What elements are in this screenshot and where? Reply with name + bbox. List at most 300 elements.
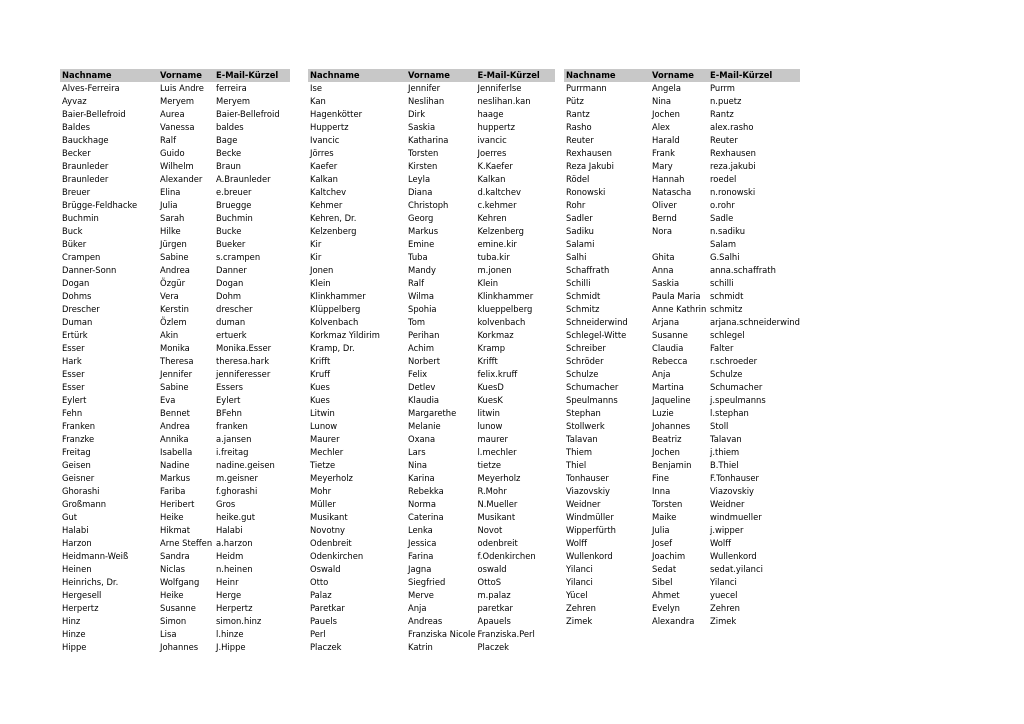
table-row [60, 316, 290, 329]
table-row [564, 407, 800, 420]
email-kuerzel-cell: schmidt [710, 291, 744, 301]
column-header: Nachname [308, 69, 406, 82]
vorname-cell: Diana [408, 187, 433, 197]
vorname-cell: Beatriz [652, 434, 682, 444]
table-row [564, 602, 800, 615]
table-row [308, 563, 555, 576]
vorname-cell: Rebecca [652, 356, 688, 366]
table-body [60, 82, 290, 654]
table-row [308, 368, 555, 381]
vorname-cell: Özgür [160, 278, 186, 288]
table-row [308, 433, 555, 446]
email-kuerzel-cell: Reuter [710, 135, 738, 145]
vorname-cell: Felix [408, 369, 428, 379]
table-row [308, 524, 555, 537]
nachname-cell: Viazovskiy [566, 486, 610, 496]
email-kuerzel-cell: j.wipper [710, 525, 744, 535]
nachname-cell: Oswald [310, 564, 341, 574]
table-row [308, 576, 555, 589]
table-row [308, 381, 555, 394]
table-row [564, 329, 800, 342]
email-kuerzel-cell: Heinr [216, 577, 239, 587]
vorname-cell: Georg [408, 213, 434, 223]
vorname-cell: Katrin [408, 642, 433, 652]
table-row [564, 381, 800, 394]
nachname-cell: Perl [310, 629, 326, 639]
email-kuerzel-cell: Bueker [216, 239, 246, 249]
email-kuerzel-cell: BFehn [216, 408, 242, 418]
vorname-cell: Andrea [160, 265, 190, 275]
vorname-cell: Wolfgang [160, 577, 200, 587]
table-row [60, 368, 290, 381]
vorname-cell: Nina [408, 460, 428, 470]
table-row [564, 173, 800, 186]
nachname-cell: Thiel [566, 460, 587, 470]
email-kuerzel-cell: Meryem [216, 96, 251, 106]
vorname-cell: Alexander [160, 174, 203, 184]
email-kuerzel-cell: Dogan [216, 278, 244, 288]
email-kuerzel-cell: l.mechler [477, 447, 517, 457]
vorname-cell: Fine [652, 473, 669, 483]
email-kuerzel-cell: s.crampen [216, 252, 261, 262]
email-kuerzel-cell: a.harzon [216, 538, 253, 548]
nachname-cell: Purrmann [566, 83, 607, 93]
email-kuerzel-cell: Rexhausen [710, 148, 756, 158]
table-row [564, 277, 800, 290]
column-header: Nachname [564, 69, 650, 82]
table-row [564, 537, 800, 550]
nachname-cell: Esser [62, 343, 85, 353]
vorname-cell: Nadine [160, 460, 190, 470]
table-row [564, 134, 800, 147]
table-row [60, 225, 290, 238]
nachname-cell: Klüppelberg [310, 304, 361, 314]
email-kuerzel-cell: Placzek [477, 642, 509, 652]
nachname-cell: Müller [310, 499, 336, 509]
nachname-cell: Becker [62, 148, 91, 158]
email-kuerzel-cell: Becke [216, 148, 242, 158]
table-row [60, 277, 290, 290]
nachname-cell: Kues [310, 395, 330, 405]
table-row [564, 394, 800, 407]
email-kuerzel-cell: Franziska.Perl [477, 629, 535, 639]
nachname-cell: Brügge-Feldhacke [62, 200, 138, 210]
vorname-cell: Katharina [408, 135, 449, 145]
vorname-cell: Natascha [652, 187, 692, 197]
email-kuerzel-cell: Apauels [477, 616, 511, 626]
vorname-cell: Josef [652, 538, 673, 548]
nachname-cell: Otto [310, 577, 329, 587]
table-row [564, 615, 800, 628]
table-row [60, 251, 290, 264]
email-kuerzel-cell: j.thiem [710, 447, 740, 457]
table-row [564, 212, 800, 225]
table-row [60, 212, 290, 225]
table-row [308, 602, 555, 615]
nachname-cell: Maurer [310, 434, 340, 444]
nachname-cell: Talavan [566, 434, 598, 444]
email-kuerzel-cell: l.hinze [216, 629, 244, 639]
email-kuerzel-cell: Talavan [710, 434, 742, 444]
table-row [60, 303, 290, 316]
table-row [60, 394, 290, 407]
table-row [60, 433, 290, 446]
vorname-cell: Alex [652, 122, 671, 132]
table-row [60, 108, 290, 121]
table-row [60, 602, 290, 615]
vorname-cell: Hilke [160, 226, 181, 236]
nachname-cell: Drescher [62, 304, 100, 314]
vorname-cell: Lenka [408, 525, 433, 535]
table-row [564, 420, 800, 433]
email-kuerzel-cell: j.speulmanns [710, 395, 766, 405]
email-kuerzel-cell: felix.kruff [477, 369, 518, 379]
email-kuerzel-cell: Monika.Esser [216, 343, 272, 353]
vorname-cell: Heike [160, 512, 184, 522]
nachname-cell: Esser [62, 369, 85, 379]
vorname-cell: Andreas [408, 616, 443, 626]
vorname-cell: Isabella [160, 447, 193, 457]
table-row [308, 511, 555, 524]
table-row [308, 108, 555, 121]
table-row [564, 459, 800, 472]
nachname-cell: Placzek [310, 642, 342, 652]
nachname-cell: Zimek [566, 616, 593, 626]
email-kuerzel-cell: roedel [710, 174, 737, 184]
table-row [60, 641, 290, 654]
table-row [564, 498, 800, 511]
vorname-cell: Paula Maria [652, 291, 701, 301]
table-row [564, 316, 800, 329]
nachname-cell: Büker [62, 239, 87, 249]
nachname-cell: Stollwerk [566, 421, 605, 431]
nachname-cell: Schaffrath [566, 265, 610, 275]
email-kuerzel-cell: d.kaltchev [477, 187, 521, 197]
email-kuerzel-cell: reza.jakubi [710, 161, 756, 171]
table-row [308, 628, 555, 641]
vorname-cell: Benjamin [652, 460, 692, 470]
table-row [308, 355, 555, 368]
email-kuerzel-cell: Falter [710, 343, 734, 353]
email-kuerzel-cell: jenniferesser [216, 369, 271, 379]
table-row [60, 290, 290, 303]
email-kuerzel-cell: maurer [477, 434, 508, 444]
vorname-cell: Norma [408, 499, 436, 509]
email-kuerzel-cell: A.Braunleder [216, 174, 271, 184]
table-row [60, 459, 290, 472]
vorname-cell: Mary [652, 161, 673, 171]
table-row [60, 264, 290, 277]
table-row [564, 342, 800, 355]
table-row [564, 186, 800, 199]
email-kuerzel-cell: schilli [710, 278, 734, 288]
nachname-cell: Sadler [566, 213, 593, 223]
table-row [564, 160, 800, 173]
email-kuerzel-cell: arjana.schneiderwind [710, 317, 800, 327]
table-row [308, 472, 555, 485]
email-kuerzel-cell: f.ghorashi [216, 486, 258, 496]
vorname-cell: Dirk [408, 109, 426, 119]
nachname-cell: Ayvaz [62, 96, 87, 106]
vorname-cell: Alexandra [652, 616, 695, 626]
vorname-cell: Achim [408, 343, 434, 353]
table-row [60, 420, 290, 433]
nachname-cell: Schmidt [566, 291, 601, 301]
table-row [308, 147, 555, 160]
nachname-cell: Franzke [62, 434, 95, 444]
nachname-cell: Schulze [566, 369, 599, 379]
nachname-cell: Musikant [310, 512, 348, 522]
vorname-cell: Monika [160, 343, 190, 353]
table-row [60, 589, 290, 602]
email-kuerzel-cell: Herpertz [216, 603, 253, 613]
table-row [60, 82, 290, 95]
vorname-cell: Farina [408, 551, 434, 561]
table-row [60, 446, 290, 459]
email-kuerzel-cell: J.Hippe [216, 642, 246, 652]
vorname-cell: Klaudia [408, 395, 440, 405]
nachname-cell: Franken [62, 421, 96, 431]
table-row [308, 212, 555, 225]
vorname-cell: Kirsten [408, 161, 438, 171]
vorname-cell: Simon [160, 616, 187, 626]
vorname-cell: Bernd [652, 213, 677, 223]
table-row [60, 199, 290, 212]
nachname-cell: Kelzenberg [310, 226, 357, 236]
email-kuerzel-cell: Korkmaz [477, 330, 514, 340]
email-kuerzel-cell: n.puetz [710, 96, 742, 106]
vorname-cell: Sibel [652, 577, 673, 587]
email-kuerzel-cell: nadine.geisen [216, 460, 275, 470]
vorname-cell: Melanie [408, 421, 441, 431]
vorname-cell: Angela [652, 83, 681, 93]
nachname-cell: Schröder [566, 356, 604, 366]
table-row [60, 355, 290, 368]
column-header: Vorname [158, 69, 214, 82]
email-kuerzel-cell: Klinkhammer [477, 291, 534, 301]
table-row [308, 251, 555, 264]
vorname-cell: Joachim [652, 551, 686, 561]
vorname-cell: Leyla [408, 174, 431, 184]
table-row [564, 82, 800, 95]
nachname-cell: Yücel [566, 590, 588, 600]
nachname-cell: Tietze [310, 460, 336, 470]
nachname-cell: Rödel [566, 174, 590, 184]
vorname-cell: Oliver [652, 200, 677, 210]
email-kuerzel-cell: Halabi [216, 525, 243, 535]
vorname-cell: Perihan [408, 330, 440, 340]
vorname-cell: Fariba [160, 486, 186, 496]
table-header [308, 69, 555, 82]
nachname-cell: Krifft [310, 356, 331, 366]
nachname-cell: Danner-Sonn [62, 265, 117, 275]
email-kuerzel-cell: Jenniferlse [477, 83, 522, 93]
table-row [564, 446, 800, 459]
nachname-cell: Paretkar [310, 603, 345, 613]
vorname-cell: Franziska Nicole [408, 629, 476, 639]
nachname-cell: Buchmin [62, 213, 99, 223]
nachname-cell: Hinze [62, 629, 86, 639]
email-kuerzel-cell: Kehren [477, 213, 507, 223]
table-row [564, 238, 800, 251]
nachname-cell: Wullenkord [566, 551, 613, 561]
nachname-cell: Heinen [62, 564, 92, 574]
vorname-cell: Eva [160, 395, 176, 405]
email-kuerzel-cell: K.Kaefer [477, 161, 513, 171]
email-kuerzel-cell: schmitz [710, 304, 743, 314]
table-row [308, 407, 555, 420]
table-row [308, 186, 555, 199]
nachname-cell: Rexhausen [566, 148, 612, 158]
email-kuerzel-cell: r.schroeder [710, 356, 758, 366]
vorname-cell: Akin [160, 330, 179, 340]
table-row [308, 550, 555, 563]
email-kuerzel-cell: Stoll [710, 421, 729, 431]
table-body [308, 82, 555, 654]
email-kuerzel-cell: lunow [477, 421, 503, 431]
nachname-cell: Tonhauser [566, 473, 609, 483]
email-kuerzel-cell: ferreira [216, 83, 247, 93]
nachname-cell: Korkmaz Yildirim [310, 330, 380, 340]
vorname-cell: Vera [160, 291, 179, 301]
vorname-cell: Jagna [408, 564, 432, 574]
nachname-cell: Großmann [62, 499, 107, 509]
email-kuerzel-cell: n.sadiku [710, 226, 746, 236]
table-row [564, 264, 800, 277]
table-row [564, 290, 800, 303]
nachname-cell: Palaz [310, 590, 332, 600]
vorname-cell: Inna [652, 486, 671, 496]
vorname-cell: Arne Steffen [160, 538, 213, 548]
email-kuerzel-cell: duman [216, 317, 246, 327]
table-row [564, 563, 800, 576]
nachname-cell: Wipperfürth [566, 525, 616, 535]
nachname-cell: Speulmanns [566, 395, 618, 405]
vorname-cell: Meryem [160, 96, 195, 106]
email-kuerzel-cell: i.freitag [216, 447, 249, 457]
table-header [564, 69, 800, 82]
vorname-cell: Nina [652, 96, 672, 106]
nachname-cell: Thiem [566, 447, 593, 457]
table-row [308, 264, 555, 277]
vorname-cell: Heribert [160, 499, 195, 509]
email-kuerzel-cell: Purrm [710, 83, 735, 93]
vorname-cell: Merve [408, 590, 434, 600]
vorname-cell: Sarah [160, 213, 185, 223]
table-row [60, 524, 290, 537]
email-kuerzel-cell: Meyerholz [477, 473, 521, 483]
email-kuerzel-cell: oswald [477, 564, 507, 574]
table-row [308, 121, 555, 134]
table-row [308, 199, 555, 212]
email-kuerzel-cell: Bruegge [216, 200, 252, 210]
nachname-cell: Baldes [62, 122, 91, 132]
nachname-cell: Yilanci [566, 577, 593, 587]
vorname-cell: Karina [408, 473, 435, 483]
nachname-cell: Harzon [62, 538, 92, 548]
column-header: Vorname [650, 69, 708, 82]
email-kuerzel-cell: drescher [216, 304, 253, 314]
table-row [60, 498, 290, 511]
vorname-cell: Jennifer [408, 83, 441, 93]
vorname-cell: Anja [408, 603, 427, 613]
nachname-cell: Klinkhammer [310, 291, 366, 301]
nachname-cell: Windmüller [566, 512, 614, 522]
nachname-cell: Halabi [62, 525, 89, 535]
email-kuerzel-cell: Klein [477, 278, 499, 288]
table-row [308, 342, 555, 355]
table-row [60, 563, 290, 576]
nachname-cell: Salhi [566, 252, 587, 262]
table-row [564, 225, 800, 238]
email-kuerzel-cell: Weidner [710, 499, 745, 509]
email-kuerzel-cell: KuesD [477, 382, 504, 392]
vorname-cell: Nora [652, 226, 672, 236]
email-kuerzel-cell: n.heinen [216, 564, 253, 574]
vorname-cell: Lars [408, 447, 426, 457]
email-kuerzel-cell: theresa.hark [216, 356, 270, 366]
nachname-cell: Braunleder [62, 174, 109, 184]
email-kuerzel-cell: anna.schaffrath [710, 265, 776, 275]
email-kuerzel-cell: Joerres [477, 148, 507, 158]
vorname-cell: Wilma [408, 291, 435, 301]
column-header: E-Mail-Kürzel [214, 69, 290, 82]
vorname-cell: Jochen [652, 109, 680, 119]
nachname-cell: Schmitz [566, 304, 600, 314]
email-kuerzel-cell: franken [216, 421, 248, 431]
email-kuerzel-cell: schlegel [710, 330, 745, 340]
nachname-cell: Ise [310, 83, 322, 93]
vorname-cell: Kerstin [160, 304, 189, 314]
table-header-row [60, 69, 290, 82]
nachname-cell: Weidner [566, 499, 601, 509]
email-kuerzel-cell: Herge [216, 590, 242, 600]
table-header-row [564, 69, 800, 82]
table-row [564, 550, 800, 563]
nachname-cell: Schreiber [566, 343, 606, 353]
table-row [60, 173, 290, 186]
nachname-cell: Hippe [62, 642, 87, 652]
vorname-cell: Torsten [652, 499, 683, 509]
table-row [308, 537, 555, 550]
email-kuerzel-cell: emine.kir [477, 239, 517, 249]
nachname-cell: Pauels [310, 616, 337, 626]
nachname-cell: Dohms [62, 291, 92, 301]
email-kuerzel-cell: heike.gut [216, 512, 256, 522]
email-kuerzel-cell: Rantz [710, 109, 734, 119]
table-row [308, 498, 555, 511]
vorname-cell: Andrea [160, 421, 190, 431]
email-kuerzel-cell: Essers [216, 382, 243, 392]
email-kuerzel-cell: kolvenbach [477, 317, 526, 327]
email-kuerzel-cell: OttoS [477, 577, 502, 587]
table-row [564, 472, 800, 485]
nachname-cell: Bauckhage [62, 135, 109, 145]
vorname-cell: Lisa [160, 629, 177, 639]
vorname-cell: Julia [160, 200, 178, 210]
vorname-cell: Neslihan [408, 96, 445, 106]
email-kuerzel-cell: yuecel [710, 590, 738, 600]
table-row [564, 368, 800, 381]
table-row [60, 472, 290, 485]
vorname-cell: Anja [652, 369, 671, 379]
nachname-cell: Ghorashi [62, 486, 100, 496]
vorname-cell: Guido [160, 148, 185, 158]
vorname-cell: Anna [652, 265, 674, 275]
table-row [308, 459, 555, 472]
email-kuerzel-cell: ertuerk [216, 330, 247, 340]
nachname-cell: Braunleder [62, 161, 109, 171]
